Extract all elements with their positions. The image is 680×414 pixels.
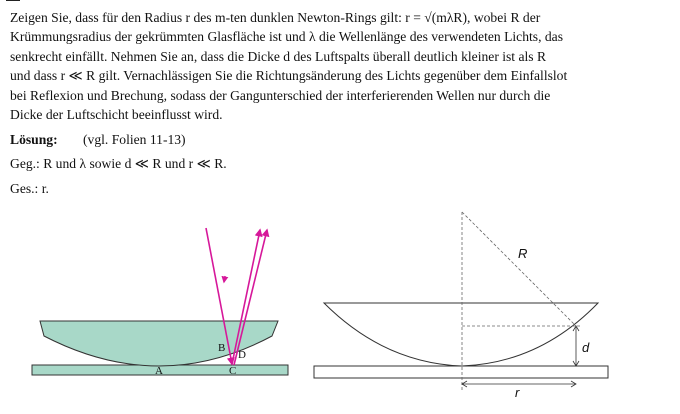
problem-line-5: bei Reflexion und Brechung, sodass der Gangunterschied der interferierenden Wellen nur durch die [10, 87, 551, 103]
problem-line-3: senkrecht einfällt. Nehmen Sie an, dass die Dicke d des Luftspalts überall deutlich kleiner ist als R [10, 48, 547, 64]
plate-outline [314, 366, 608, 378]
given-values: Geg.: R und λ sowie d ≪ R und r ≪ R. [10, 156, 227, 171]
label-b: B [218, 342, 226, 354]
problem-line-1: Zeigen Sie, dass für den Radius r des m-ten dunklen Newton-Rings gilt: r = √(mλR), wobei R der [10, 10, 541, 25]
label-thickness: d [582, 340, 590, 355]
solution-heading-row [10, 130, 186, 149]
label-a: A [155, 365, 163, 377]
sought-value: Ges.: r. [10, 181, 49, 196]
cut-off-heading-fragment [6, 0, 20, 4]
problem-line-4: und dass r ≪ R gilt. Vernachlässigen Sie die Richtungsänderung des Lichts gegenüber dem Einfallslot [10, 68, 568, 84]
problem-line-2: Krümmungsradius der gekrümmten Glasfläche ist und λ die Wellenlänge des verwendeten Lichts, das [10, 29, 563, 45]
slides-reference: (vgl. Folien 11-13) [83, 132, 186, 147]
problem-line-6: Dicke der Luftschicht beeinflusst wird. [10, 107, 223, 123]
label-c: C [229, 365, 237, 377]
lens-outline [324, 303, 598, 366]
newton-rings-setup-figure [20, 226, 320, 411]
label-radius: R [518, 246, 528, 261]
geometry-figure [310, 208, 620, 398]
problem-statement [10, 8, 670, 124]
solution-heading: Lösung: [10, 132, 58, 147]
label-ring-radius: r [515, 385, 520, 398]
label-d: D [238, 349, 246, 361]
